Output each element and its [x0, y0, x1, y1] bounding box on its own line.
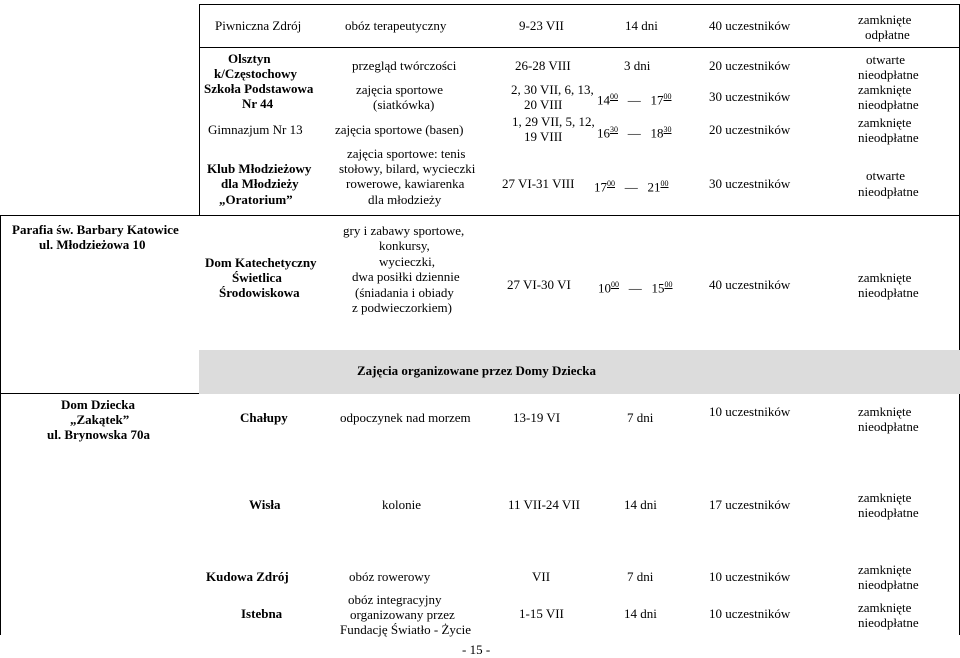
activity-cell: gry i zabawy sportowe,: [343, 223, 465, 238]
time-range: [598, 277, 673, 295]
status-cell: zamknięte: [858, 562, 912, 577]
time-dash: —: [618, 179, 645, 195]
activity-cell: z podwieczorkiem): [352, 300, 452, 315]
activity-cell: wycieczki,: [379, 254, 435, 269]
org-name: Nr 44: [242, 96, 274, 111]
dates-cell: 27 VI-31 VIII: [502, 176, 575, 191]
org-name: Gimnazjum Nr 13: [208, 122, 303, 137]
institution-name: Parafia św. Barbary Katowice: [12, 222, 179, 237]
dates-cell: 1-15 VII: [519, 606, 564, 621]
activity-cell: zajęcia sportowe: tenis: [347, 146, 466, 161]
dates-cell: 27 VI-30 VI: [507, 277, 571, 292]
status-cell: nieodpłatne: [858, 130, 919, 145]
dates-cell: 26-28 VIII: [515, 58, 571, 73]
participants-cell: 17 uczestników: [709, 497, 791, 512]
table-border-left: [199, 4, 200, 216]
place-cell: Chałupy: [240, 410, 288, 425]
time-end: 21: [647, 179, 661, 195]
time-end-min: 30: [663, 125, 672, 134]
org-name: Klub Młodzieżowy: [207, 161, 312, 176]
activity-cell: dla młodzieży: [368, 192, 442, 207]
status-cell: nieodpłatne: [858, 505, 919, 520]
activity-cell: (siatkówka): [373, 97, 435, 112]
participants-cell: 40 uczestników: [709, 18, 791, 33]
time-range: [597, 89, 672, 107]
table-border-top: [199, 4, 960, 5]
time-start: 16: [597, 125, 610, 141]
institution-name: Dom Dziecka: [61, 397, 136, 412]
dates-cell: 2, 30 VII, 6, 13,: [511, 82, 594, 97]
days-cell: 14 dni: [624, 606, 657, 621]
participants-cell: 10 uczestników: [709, 569, 791, 584]
dates-cell: 19 VIII: [524, 129, 563, 144]
activity-cell: stołowy, bilard, wycieczki: [339, 161, 476, 176]
org-name: Dom Katechetyczny: [205, 255, 317, 270]
participants-cell: 10 uczestników: [709, 606, 791, 621]
activity-cell: konkursy,: [379, 238, 430, 253]
institution-address: ul. Młodzieżowa 10: [39, 237, 146, 252]
activity-cell: odpoczynek nad morzem: [340, 410, 471, 425]
dates-cell: VII: [532, 569, 551, 584]
activity-cell: kolonie: [382, 497, 421, 512]
dates-cell: 1, 29 VII, 5, 12,: [512, 114, 595, 129]
dates-cell: 9-23 VII: [519, 18, 564, 33]
status-cell: otwarte: [866, 168, 905, 183]
time-start-min: 00: [611, 280, 619, 289]
status-cell: zamknięte: [858, 490, 912, 505]
page-number: - 15 -: [462, 642, 491, 657]
activity-cell: obóz integracyjny: [348, 592, 442, 607]
time-end-min: 00: [663, 92, 672, 101]
participants-cell: 30 uczestników: [709, 176, 791, 191]
days-cell: 14 dni: [625, 18, 658, 33]
status-cell: zamknięte: [858, 115, 912, 130]
status-cell: nieodpłatne: [858, 419, 919, 434]
activity-cell: Fundację Światło - Życie: [340, 622, 472, 637]
time-dash: —: [621, 92, 648, 108]
status-cell: nieodpłatne: [858, 67, 919, 82]
time-dash: —: [621, 125, 648, 141]
status-cell: zamknięte: [858, 12, 912, 27]
row-divider: [0, 215, 960, 216]
participants-cell: 10 uczestników: [709, 404, 791, 419]
status-cell: nieodpłatne: [858, 615, 919, 630]
participants-cell: 40 uczestników: [709, 277, 791, 292]
participants-cell: 20 uczestników: [709, 122, 791, 137]
status-cell: zamknięte: [858, 270, 912, 285]
table-border-left: [0, 215, 1, 635]
row-divider: [199, 47, 960, 48]
place-cell: Wisła: [249, 497, 281, 512]
activity-cell: przegląd twórczości: [352, 58, 457, 73]
status-cell: nieodpłatne: [858, 97, 919, 112]
org-name: „Oratorium”: [219, 192, 293, 207]
section-header: Zajęcia organizowane przez Domy Dziecka: [357, 363, 596, 378]
institution-name: „Zakątek”: [70, 412, 130, 427]
place-cell: Istebna: [241, 606, 283, 621]
org-name: Środowiskowa: [219, 285, 300, 300]
status-cell: zamknięte: [858, 600, 912, 615]
status-cell: zamknięte: [858, 404, 912, 419]
dates-cell: 20 VIII: [524, 97, 563, 112]
org-name: Szkoła Podstawowa: [204, 81, 314, 96]
time-range: [597, 122, 672, 140]
status-cell: otwarte: [866, 52, 905, 67]
place-cell: Kudowa Zdrój: [206, 569, 289, 584]
time-start-min: 30: [610, 125, 618, 134]
org-name: dla Młodzieży: [221, 176, 299, 191]
activity-cell: zajęcia sportowe (basen): [335, 122, 464, 137]
institution-address: ul. Brynowska 70a: [47, 427, 150, 442]
org-name: k/Częstochowy: [214, 66, 298, 81]
time-start-min: 00: [607, 179, 615, 188]
status-cell: odpłatne: [865, 27, 910, 42]
time-end: 17: [650, 92, 664, 108]
days-cell: 3 dni: [624, 58, 651, 73]
time-end-min: 00: [660, 179, 669, 188]
time-dash: —: [622, 280, 649, 296]
time-start-min: 00: [610, 92, 618, 101]
activity-cell: zajęcia sportowe: [356, 82, 443, 97]
dates-cell: 11 VII-24 VII: [508, 497, 580, 512]
dates-cell: 13-19 VI: [513, 410, 561, 425]
participants-cell: 30 uczestników: [709, 89, 791, 104]
org-name: Świetlica: [232, 270, 282, 285]
time-end: 18: [650, 125, 664, 141]
activity-cell: (śniadania i obiady: [355, 285, 454, 300]
days-cell: 7 dni: [627, 569, 654, 584]
activity-cell: organizowany przez: [350, 607, 455, 622]
days-cell: 7 dni: [627, 410, 654, 425]
status-cell: nieodpłatne: [858, 285, 919, 300]
status-cell: nieodpłatne: [858, 577, 919, 592]
time-start: 10: [598, 280, 611, 296]
time-start: 17: [594, 179, 607, 195]
activity-cell: obóz rowerowy: [349, 569, 431, 584]
org-name: Olsztyn: [228, 51, 271, 66]
days-cell: 14 dni: [624, 497, 657, 512]
activity-cell: obóz terapeutyczny: [345, 18, 447, 33]
time-end-min: 00: [664, 280, 673, 289]
time-range: [594, 176, 669, 194]
time-end: 15: [651, 280, 665, 296]
activity-cell: rowerowe, kawiarenka: [346, 176, 465, 191]
status-cell: zamknięte: [858, 82, 912, 97]
participants-cell: 20 uczestników: [709, 58, 791, 73]
time-start: 14: [597, 92, 610, 108]
activity-cell: dwa posiłki dziennie: [352, 269, 460, 284]
place-cell: Piwniczna Zdrój: [215, 18, 302, 33]
status-cell: nieodpłatne: [858, 184, 919, 199]
